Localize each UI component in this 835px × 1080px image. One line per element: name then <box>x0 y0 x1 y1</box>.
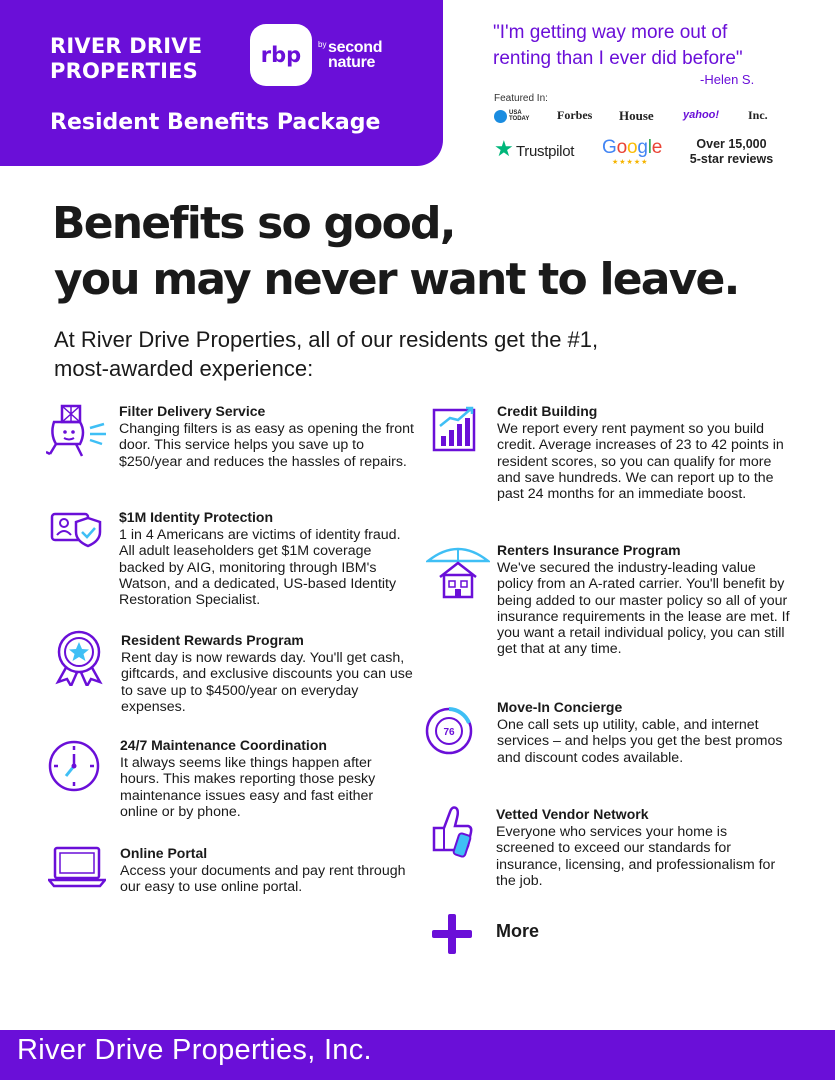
brand-line-2: PROPERTIES <box>50 59 198 83</box>
intro-text <box>54 325 754 383</box>
trustpilot-logo: Trustpilot <box>516 143 575 160</box>
usa-today-icon <box>494 110 507 123</box>
google-wordmark <box>602 137 662 158</box>
thermostat-value: 76 <box>443 727 455 738</box>
benefit-description: It always seems like things happen after hours. This makes reporting those pesky maintenance issues easy and fast either online or by phone. <box>120 755 376 820</box>
benefit-title: Filter Delivery Service <box>119 403 266 419</box>
benefit-title: $1M Identity Protection <box>119 509 274 525</box>
brand-name <box>50 34 202 84</box>
press-usa-today: USA TODAY <box>509 110 530 122</box>
headline-line-2: you may never want to leave. <box>54 254 739 305</box>
intro-line-1: At River Drive Properties, all of our residents get the #1, <box>54 327 599 352</box>
credit-chart-icon <box>432 404 478 452</box>
google-letter: o <box>626 137 638 158</box>
google-letter: o <box>616 137 627 158</box>
thumbs-up-icon <box>428 802 478 860</box>
benefit-description: We report every rent payment so you build credit. Average increases of 23 to 42 points in resident scores, so you can qualify for more and save hundreds. We can report up to the past 24 months for an immediate boost. <box>497 421 784 503</box>
logo-text: rbp <box>260 43 302 67</box>
quote-line-1: "I'm getting way more out of <box>493 22 728 43</box>
reviews-count <box>684 137 779 167</box>
featured-label: Featured In: <box>494 93 548 104</box>
rbp-logo-icon <box>250 24 312 86</box>
package-title: Resident Benefits Package <box>50 110 381 135</box>
partner-logo-line-2: nature <box>328 54 376 71</box>
benefit-description: One call sets up utility, cable, and internet services – and helps you get the best promos and discount codes available. <box>497 717 783 766</box>
plus-icon <box>431 913 473 955</box>
more-label: More <box>496 921 540 941</box>
benefit-description: Everyone who services your home is screened to exceed our standards for insurance, licensing, and professionalism for the job. <box>496 824 776 889</box>
benefit-description: We've secured the industry-leading value policy from an A-rated carrier. You'll benefit by being added to our master policy so all of your insurance requirements in the lease are met. If you want a retail individual policy, you can still get that at any time. <box>497 560 790 658</box>
google-letter: g <box>637 137 648 158</box>
headline-line-1: Benefits so good, <box>52 198 455 249</box>
press-inc: Inc. <box>748 108 768 122</box>
benefit-title: Online Portal <box>120 845 208 861</box>
benefit-title: 24/7 Maintenance Coordination <box>120 737 327 753</box>
google-stars-icon: ★★★★★ <box>612 159 649 166</box>
benefit-title: Renters Insurance Program <box>497 542 681 558</box>
trustpilot-star-icon: ★ <box>494 136 514 161</box>
reviews-line-1: Over 15,000 <box>696 137 767 151</box>
reviews-line-2: 5-star reviews <box>689 152 774 166</box>
google-letter: G <box>602 137 617 158</box>
brand-line-1: RIVER DRIVE <box>50 34 203 58</box>
google-letter: e <box>651 137 663 158</box>
press-house: House <box>619 108 654 123</box>
benefit-title: Credit Building <box>497 403 598 419</box>
rewards-badge-icon <box>54 630 104 686</box>
main-headline <box>52 196 739 308</box>
laptop-icon <box>48 846 106 888</box>
benefit-title: Resident Rewards Program <box>121 632 304 648</box>
press-forbes: Forbes <box>557 108 593 122</box>
house-umbrella-icon <box>426 543 490 601</box>
google-logo <box>602 137 662 159</box>
benefit-title: Vetted Vendor Network <box>496 806 649 822</box>
quote-line-2: renting than I ever did before" <box>493 48 743 69</box>
testimonial-quote <box>493 20 793 72</box>
google-letter: l <box>647 137 652 158</box>
partner-logo-line-1: second <box>328 39 383 56</box>
clock-icon <box>46 738 102 794</box>
partner-logo <box>328 40 382 70</box>
filter-delivery-icon <box>46 404 112 460</box>
testimonial-author: -Helen S. <box>700 72 755 87</box>
benefit-title: Move-In Concierge <box>497 699 623 715</box>
benefit-description: Changing filters is as easy as opening the front door. This service helps you save up to $250/year and reduces the hassles of repairs. <box>119 421 414 470</box>
footer-company-name: River Drive Properties, Inc. <box>17 1034 372 1066</box>
identity-shield-icon <box>50 508 104 548</box>
benefit-description: Access your documents and pay rent through our easy to use online portal. <box>120 863 406 896</box>
logo-by: by <box>318 40 327 49</box>
intro-line-2: most-awarded experience: <box>54 356 314 381</box>
header-banner <box>0 0 443 166</box>
benefit-description: 1 in 4 Americans are victims of identity fraud. All adult leaseholders get $1M coverage backed by AIG, monitoring through IBM's Watson, and a dedicated, US-based Identity Restoration Specialist. <box>119 527 401 609</box>
thermostat-icon <box>424 706 474 756</box>
benefit-description: Rent day is now rewards day. You'll get cash, giftcards, and exclusive discounts you can use to save up to $4500/year on everyday expenses. <box>121 650 413 715</box>
press-yahoo: yahoo! <box>683 109 720 121</box>
